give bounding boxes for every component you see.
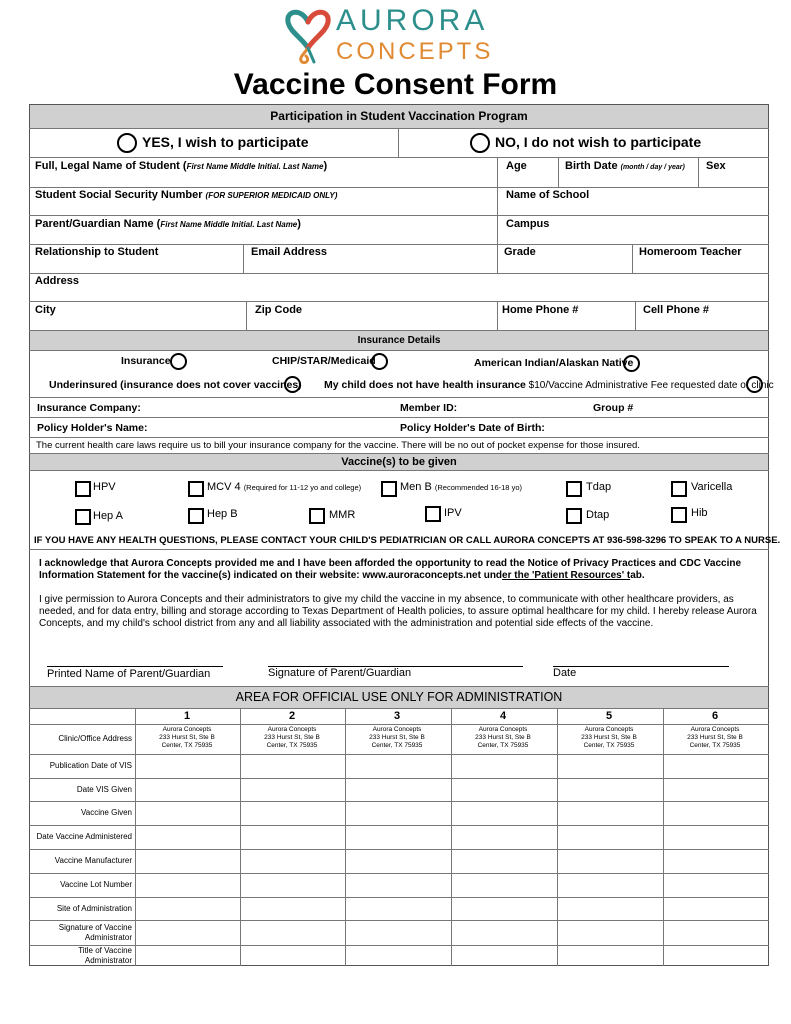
table-cell[interactable] — [136, 898, 239, 919]
address-line: Center, TX 75935 — [477, 742, 529, 749]
address-line: Center, TX 75935 — [583, 742, 635, 749]
student-name-hint: First Name Middle Initial. Last Name — [186, 162, 324, 171]
age-field[interactable]: Age — [506, 160, 527, 172]
permission-paragraph: I give permission to Aurora Concepts and their administrators to give my child the vaccine in my absence, to communicate with other healthcare providers, as needed, and for data entry, billing and storage according to Texas Department of Health policies, to assure optimal healthcare for my child. I hereby release Aurora Concepts, and my child's school district from any and all liability associated with the administration and potential side effects of the vaccine. — [39, 594, 757, 629]
table-row-divider — [29, 724, 769, 725]
mmr-label: MMR — [329, 509, 356, 521]
sex-field[interactable]: Sex — [706, 160, 726, 172]
table-cell[interactable] — [664, 898, 768, 919]
column-number: 5 — [605, 710, 613, 722]
table-cell[interactable] — [664, 874, 768, 896]
table-cell[interactable] — [136, 779, 239, 800]
address-line: Aurora Concepts — [267, 726, 317, 733]
table-cell[interactable] — [664, 802, 768, 824]
mcv4-checkbox[interactable] — [188, 481, 204, 497]
dtap-label: Dtap — [586, 509, 610, 521]
table-cell[interactable] — [346, 755, 450, 777]
clinic-address-cell — [663, 726, 767, 750]
table-cell[interactable] — [558, 755, 662, 777]
hib-checkbox[interactable] — [671, 507, 687, 523]
address-line: 233 Hurst St, Ste B — [264, 734, 320, 741]
no-insurance-label: My child does not have health insurance — [324, 379, 526, 391]
address-line: 233 Hurst St, Ste B — [369, 734, 425, 741]
table-cell[interactable] — [136, 755, 239, 777]
table-cell[interactable] — [664, 779, 768, 800]
table-cell[interactable] — [664, 946, 768, 965]
address-field[interactable]: Address — [35, 275, 80, 287]
address-line: Center, TX 75935 — [266, 742, 318, 749]
admin-fee-note: $10/Vaccine Administrative Fee requested date of clinic — [525, 380, 774, 391]
brand-subname: CONCEPTS — [336, 38, 494, 65]
hpv-checkbox[interactable] — [75, 481, 91, 497]
student-name-label: Full, Legal Name of Student ( — [35, 160, 187, 172]
table-cell[interactable] — [452, 826, 556, 848]
table-cell[interactable] — [241, 826, 344, 848]
email-field[interactable]: Email Address — [251, 246, 328, 258]
hepa-label: Hep A — [93, 510, 123, 522]
table-row-label: Vaccine Manufacturer — [54, 856, 132, 865]
clinic-address-cell — [451, 726, 555, 750]
campus-field[interactable]: Campus — [506, 218, 550, 230]
insurance-notice: The current health care laws require us to bill your insurance company for the vaccine. There will be no out of pocket expense for those insured. — [36, 440, 640, 451]
table-cell[interactable] — [136, 826, 239, 848]
table-cell[interactable] — [241, 874, 344, 896]
table-cell[interactable] — [558, 850, 662, 872]
parent-name-close: ) — [297, 218, 301, 230]
insurance-radio[interactable] — [170, 353, 187, 370]
mcv4-note: (Required for 11-12 yo and college) — [243, 483, 362, 492]
city-field[interactable]: City — [35, 304, 56, 316]
table-cell[interactable] — [558, 898, 662, 919]
policy-holder-field[interactable]: Policy Holder's Name: — [37, 422, 148, 434]
acknowledge-text: I acknowledge that Aurora Concepts provided me and I have been afforded the opportunity to read the Notice of Privacy Practices and CDC Vaccine Information Statement for the vaccine(s) indicated on their website: www.auroraconcepts.net und — [39, 558, 742, 581]
address-line: 233 Hurst St, Ste B — [159, 734, 215, 741]
school-field[interactable]: Name of School — [506, 189, 590, 201]
column-number: 1 — [183, 710, 191, 722]
birth-date-field[interactable] — [565, 160, 685, 172]
menb-checkbox[interactable] — [381, 481, 397, 497]
address-line: Aurora Concepts — [478, 726, 528, 733]
address-line: Aurora Concepts — [162, 726, 212, 733]
table-row-label: Vaccine Lot Number — [60, 880, 132, 889]
table-row-label: Vaccine Given — [81, 808, 132, 817]
ipv-label: IPV — [444, 507, 462, 519]
tdap-checkbox[interactable] — [566, 481, 582, 497]
table-cell[interactable] — [452, 755, 556, 777]
participation-heading: Participation in Student Vaccination Program — [30, 105, 768, 128]
address-line: Center, TX 75935 — [161, 742, 213, 749]
table-cell[interactable] — [346, 826, 450, 848]
ssn-field[interactable] — [35, 189, 337, 201]
menb-name: Men B — [400, 481, 432, 493]
table-cell[interactable] — [452, 921, 556, 944]
table-cell[interactable] — [346, 874, 450, 896]
student-name-close: ) — [323, 160, 328, 172]
table-cell[interactable] — [452, 779, 556, 800]
table-cell[interactable] — [241, 779, 344, 800]
table-cell[interactable] — [241, 850, 344, 872]
address-line: 233 Hurst St, Ste B — [687, 734, 743, 741]
date-line[interactable] — [553, 666, 729, 667]
zip-field[interactable]: Zip Code — [255, 304, 303, 316]
table-row-label: Clinic/Office Address — [58, 734, 132, 743]
table-cell[interactable] — [241, 802, 344, 824]
mcv4-label — [207, 481, 361, 493]
brand-name: AURORA — [336, 4, 489, 37]
dtap-checkbox[interactable] — [566, 508, 582, 524]
table-cell[interactable] — [664, 826, 768, 848]
address-line: 233 Hurst St, Ste B — [475, 734, 531, 741]
hib-label: Hib — [691, 507, 708, 519]
relationship-field[interactable]: Relationship to Student — [35, 246, 159, 258]
chip-option-label: CHIP/STAR/Medicaid — [272, 355, 376, 367]
table-cell[interactable] — [664, 850, 768, 872]
table-cell[interactable] — [346, 898, 450, 919]
address-line: Aurora Concepts — [690, 726, 740, 733]
table-cell[interactable] — [452, 946, 556, 965]
contact-notice: IF YOU HAVE ANY HEALTH QUESTIONS, PLEASE CONTACT YOUR CHILD'S PEDIATRICIAN OR CALL AURORA CONCEPTS AT 936-598-3296 TO SPEAK TO A NURSE. — [34, 535, 781, 546]
table-cell[interactable] — [558, 802, 662, 824]
hepa-checkbox[interactable] — [75, 509, 91, 525]
clinic-address-cell — [135, 726, 239, 750]
parent-name-hint: First Name Middle Initial. Last Name — [160, 220, 298, 229]
underinsured-radio[interactable] — [284, 376, 301, 393]
printed-name-label: Printed Name of Parent/Guardian — [47, 668, 211, 680]
table-row-label: Title of Vaccine Administrator — [78, 946, 132, 965]
hpv-label: HPV — [93, 481, 116, 493]
yes-participate-radio[interactable] — [117, 133, 137, 153]
no-participate-radio[interactable] — [470, 133, 490, 153]
table-cell[interactable] — [558, 921, 662, 944]
column-number: 6 — [711, 710, 719, 722]
birth-date-hint: (month / day / year) — [620, 164, 685, 171]
ssn-hint: (FOR SUPERIOR MEDICAID ONLY) — [205, 191, 338, 200]
table-cell[interactable] — [664, 755, 768, 777]
yes-participate-label: YES, I wish to participate — [142, 134, 309, 150]
clinic-address-cell — [240, 726, 344, 750]
ribbon-heart-icon — [284, 4, 332, 66]
ipv-checkbox[interactable] — [425, 506, 441, 522]
underinsured-option-label: Underinsured (insurance does not cover vaccines) — [49, 379, 302, 391]
no-insurance-option-label — [324, 379, 774, 391]
cell-phone-field[interactable]: Cell Phone # — [643, 304, 710, 316]
table-cell[interactable] — [346, 946, 450, 965]
column-number: 4 — [499, 710, 507, 722]
table-cell[interactable] — [452, 874, 556, 896]
table-cell[interactable] — [558, 946, 662, 965]
mmr-checkbox[interactable] — [309, 508, 325, 524]
insurance-heading: Insurance Details — [30, 331, 768, 350]
signature-label: Signature of Parent/Guardian — [268, 667, 412, 679]
birth-date-label: Birth Date — [565, 160, 621, 172]
tdap-label: Tdap — [586, 481, 612, 493]
ssn-label: Student Social Security Number — [35, 189, 206, 201]
homeroom-field[interactable]: Homeroom Teacher — [639, 246, 742, 258]
table-row-label: Publication Date of VIS — [49, 761, 132, 770]
table-cell[interactable] — [136, 921, 239, 944]
address-line: Center, TX 75935 — [689, 742, 741, 749]
hepb-checkbox[interactable] — [188, 508, 204, 524]
grade-field[interactable]: Grade — [504, 246, 536, 258]
group-field[interactable]: Group # — [593, 402, 634, 414]
table-cell[interactable] — [136, 850, 239, 872]
table-cell[interactable] — [452, 802, 556, 824]
address-line: Aurora Concepts — [584, 726, 634, 733]
chip-radio[interactable] — [371, 353, 388, 370]
vaccines-heading: Vaccine(s) to be given — [30, 454, 768, 470]
parent-name-field[interactable] — [35, 218, 301, 230]
printed-name-line[interactable] — [47, 666, 223, 667]
table-cell[interactable] — [136, 946, 239, 965]
table-cell[interactable] — [136, 802, 239, 824]
column-number: 2 — [288, 710, 296, 722]
acknowledge-paragraph — [39, 558, 767, 582]
address-line: Center, TX 75935 — [371, 742, 423, 749]
student-name-field[interactable] — [35, 160, 327, 172]
table-row-label: Date VIS Given — [76, 785, 132, 794]
parent-name-label: Parent/Guardian Name ( — [35, 218, 161, 230]
date-label: Date — [553, 667, 577, 679]
table-cell[interactable] — [452, 898, 556, 919]
native-radio[interactable] — [623, 355, 640, 372]
table-cell[interactable] — [452, 850, 556, 872]
native-option-label: American Indian/Alaskan Native — [474, 357, 634, 369]
table-cell[interactable] — [346, 921, 450, 944]
table-row-label: Site of Administration — [56, 904, 132, 913]
table-cell[interactable] — [558, 874, 662, 896]
address-line: Aurora Concepts — [372, 726, 422, 733]
home-phone-field[interactable]: Home Phone # — [502, 304, 579, 316]
varicella-label: Varicella — [691, 481, 733, 493]
table-row-label: Signature of Vaccine Administrator — [58, 923, 132, 942]
hepb-label: Hep B — [207, 508, 238, 520]
insurance-company-field[interactable]: Insurance Company: — [37, 402, 141, 414]
acknowledge-text-end: ab. — [630, 570, 645, 581]
table-cell[interactable] — [346, 802, 450, 824]
table-cell[interactable] — [664, 921, 768, 944]
no-participate-label: NO, I do not wish to participate — [495, 134, 702, 150]
menb-note: (Recommended 16-18 yo) — [434, 483, 522, 492]
table-cell[interactable] — [558, 779, 662, 800]
clinic-address-cell — [345, 726, 449, 750]
table-cell[interactable] — [241, 946, 344, 965]
table-cell[interactable] — [558, 826, 662, 848]
member-id-field[interactable]: Member ID: — [400, 402, 458, 414]
table-cell[interactable] — [346, 779, 450, 800]
table-cell[interactable] — [136, 874, 239, 896]
mcv4-name: MCV 4 — [207, 481, 241, 493]
clinic-address-cell — [557, 726, 661, 750]
patient-resources-link[interactable]: er the 'Patient Resources' t — [502, 570, 631, 581]
official-heading: AREA FOR OFFICIAL USE ONLY FOR ADMINISTRATION — [30, 687, 768, 708]
table-cell[interactable] — [346, 850, 450, 872]
column-number: 3 — [393, 710, 401, 722]
insurance-option-label: Insurance — [121, 355, 171, 367]
table-cell[interactable] — [241, 921, 344, 944]
table-row-label: Date Vaccine Administered — [36, 832, 132, 841]
table-cell[interactable] — [241, 755, 344, 777]
varicella-checkbox[interactable] — [671, 481, 687, 497]
table-cell[interactable] — [241, 898, 344, 919]
menb-label — [400, 481, 522, 493]
page-title: Vaccine Consent Form — [233, 68, 558, 101]
policy-holder-dob-field[interactable]: Policy Holder's Date of Birth: — [400, 422, 545, 434]
address-line: 233 Hurst St, Ste B — [581, 734, 637, 741]
no-insurance-radio[interactable] — [746, 376, 763, 393]
